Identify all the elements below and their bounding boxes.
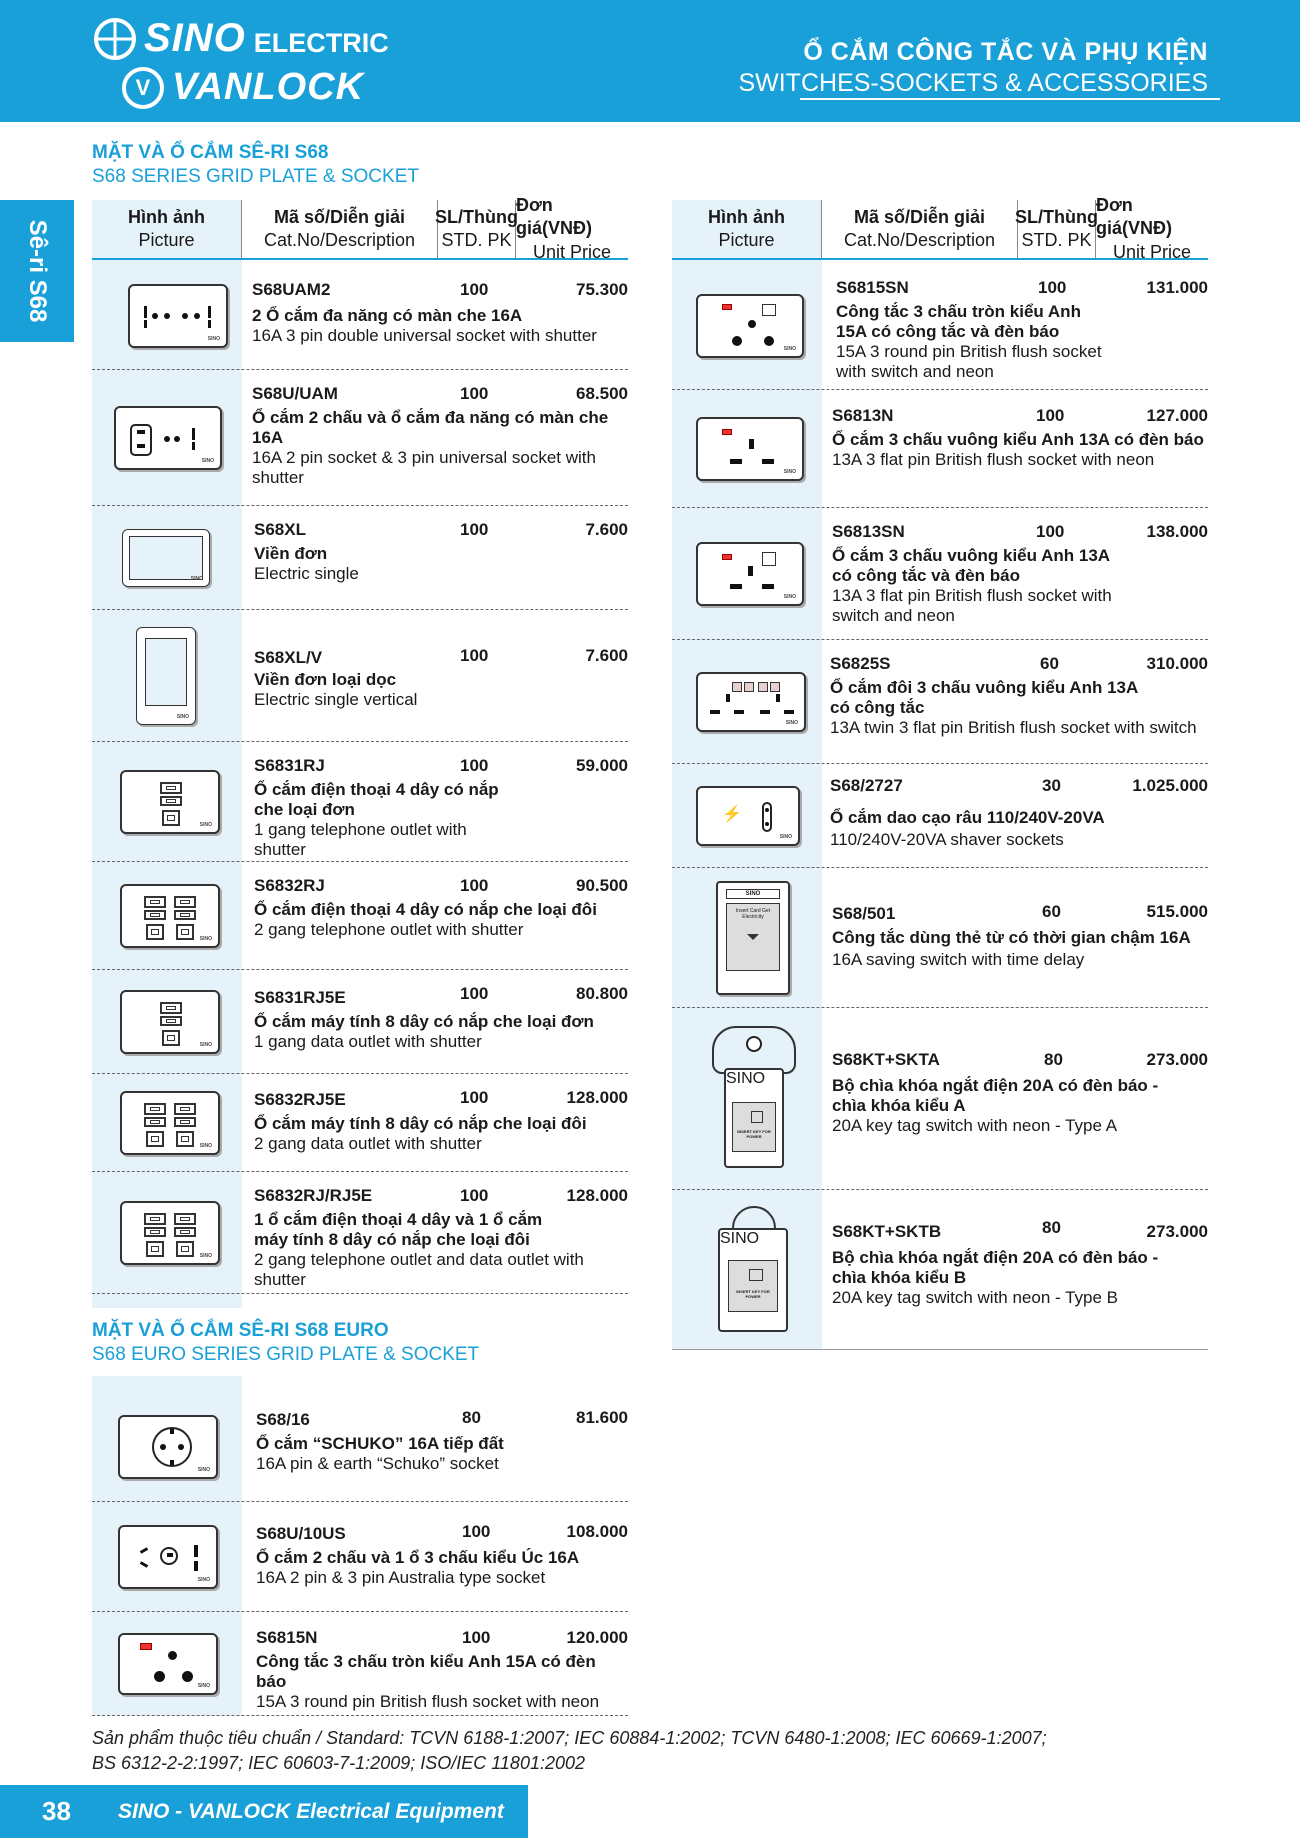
col-unit-price: Đơn giá(VNĐ) Unit Price — [1096, 194, 1192, 262]
product-qty: 100 — [460, 984, 489, 1003]
product-code: S68XL — [254, 520, 306, 539]
product-description: Bộ chìa khóa ngắt điện 20A có đèn báo - chìa khóa kiểu A 20A key tag switch with neon - Type A — [832, 1076, 1159, 1135]
product-thumbnail: SINO — [120, 990, 220, 1054]
product-row — [672, 1008, 1208, 1190]
product-thumbnail: SINO — [118, 1525, 218, 1589]
product-description: Ổ cắm máy tính 8 dây có nắp che loại đôi 2 gang data outlet with shutter — [254, 1114, 587, 1153]
product-thumbnail: SINO — [120, 1201, 220, 1265]
product-qty: 100 — [460, 1186, 489, 1205]
globe-icon — [94, 18, 136, 60]
product-qty: 100 — [460, 876, 489, 895]
product-code: S6815N — [256, 1628, 318, 1647]
section-title-euro-en: S68 EURO SERIES GRID PLATE & SOCKET — [92, 1344, 480, 1365]
product-price: 1.025.000 — [1132, 776, 1208, 795]
page-title-en: SWITCHES-SOCKETS & ACCESSORIES — [738, 69, 1208, 97]
product-thumbnail: SINO — [128, 284, 228, 348]
product-qty: 100 — [462, 1522, 491, 1541]
product-row — [92, 370, 628, 506]
product-row — [92, 1074, 628, 1172]
product-code: S6813SN — [832, 522, 905, 541]
product-row — [672, 390, 1208, 508]
product-description: Viền đơn Electric single — [254, 544, 359, 583]
product-price: 90.500 — [576, 876, 628, 895]
product-thumbnail: SINO Insert Card Get Electricity — [716, 881, 790, 995]
product-code: S68KT+SKTB — [832, 1222, 942, 1241]
product-qty: 30 — [1042, 776, 1061, 795]
product-thumbnail: SINO — [696, 417, 804, 481]
product-row — [92, 1392, 628, 1502]
header-band — [0, 0, 1300, 122]
product-description: Công tắc dùng thẻ từ có thời gian chậm 16A 16A saving switch with time delay — [832, 928, 1191, 969]
product-price: 131.000 — [1146, 278, 1208, 297]
vanlock-logo — [122, 66, 364, 109]
right-column-header — [672, 194, 1208, 262]
left-column-header — [92, 194, 628, 262]
standards-line-1: Sản phẩm thuộc tiêu chuẩn / Standard: TCVN 6188-1:2007; IEC 60884-1:2002; TCVN 6480-1:2008; IEC 60669-1:2007; — [92, 1728, 1047, 1748]
product-code: S68KT+SKTA — [832, 1050, 940, 1069]
product-price: 59.000 — [576, 756, 628, 775]
product-price: 138.000 — [1146, 522, 1208, 541]
vanlock-logo-text: VANLOCK — [172, 66, 365, 108]
product-thumbnail: SINO — [120, 884, 220, 948]
sino-logo — [94, 16, 389, 61]
product-code: S6831RJ — [254, 756, 325, 775]
insert-arrow-icon — [751, 1111, 763, 1123]
product-thumbnail: SINO — [120, 770, 220, 834]
product-row — [92, 506, 628, 610]
product-thumbnail: SINO — [118, 1415, 218, 1479]
product-row — [92, 1612, 628, 1716]
product-qty: 100 — [460, 384, 489, 403]
product-code: S68/2727 — [830, 776, 903, 795]
product-price: 273.000 — [1146, 1222, 1208, 1241]
product-thumbnail: INSERT KEY FOR POWER SINO — [718, 1228, 788, 1332]
product-price: 128.000 — [566, 1088, 628, 1107]
product-qty: 80 — [462, 1408, 481, 1427]
product-row — [672, 262, 1208, 390]
product-row — [92, 742, 628, 862]
page-title-vn: Ổ CẮM CÔNG TẮC VÀ PHỤ KIỆN — [803, 38, 1208, 66]
footer-band — [0, 1785, 528, 1838]
title-underline — [800, 98, 1220, 100]
product-code: S6832RJ — [254, 876, 325, 895]
product-price: 75.300 — [576, 280, 628, 299]
sino-logo-text: SINO — [144, 16, 246, 60]
col-picture: Hình ảnh Picture — [672, 200, 822, 258]
product-description: 1 ổ cắm điện thoại 4 dây và 1 ổ cắm máy tính 8 dây có nắp che loại đôi 2 gang telephone outlet and data outlet with shutter — [254, 1210, 584, 1289]
col-unit-price: Đơn giá(VNĐ) Unit Price — [516, 194, 612, 262]
series-side-tab — [0, 200, 74, 342]
product-qty: 100 — [1036, 406, 1065, 425]
product-price: 120.000 — [566, 1628, 628, 1647]
product-row — [672, 508, 1208, 640]
product-thumbnail: SINO — [114, 406, 222, 470]
product-qty: 100 — [462, 1628, 491, 1647]
product-thumbnail: ⚡ SINO — [696, 786, 800, 846]
standards-note — [92, 1726, 1047, 1776]
product-thumbnail: SINO — [122, 529, 210, 587]
product-description: Công tắc 3 chấu tròn kiểu Anh 15A có đèn báo 15A 3 round pin British flush socket with neon — [256, 1652, 600, 1711]
section-title-euro-vn: MẶT VÀ Ổ CẮM SÊ-RI S68 EURO — [92, 1320, 389, 1341]
product-row — [672, 868, 1208, 1008]
product-description: Bộ chìa khóa ngắt điện 20A có đèn báo - chìa khóa kiểu B 20A key tag switch with neon - Type B — [832, 1248, 1159, 1307]
product-thumbnail: INSERT KEY FOR POWER SINO — [724, 1068, 784, 1168]
col-std-pk: SL/Thùng STD. PK — [438, 200, 516, 258]
product-price: 108.000 — [566, 1522, 628, 1541]
product-code: S68XL/V — [254, 648, 323, 667]
product-qty: 60 — [1040, 654, 1059, 673]
product-qty: 80 — [1042, 1218, 1061, 1237]
product-row — [92, 1502, 628, 1612]
product-description: Ổ cắm 2 chấu và 1 ổ 3 chấu kiểu Úc 16A 16A 2 pin & 3 pin Australia type socket — [256, 1548, 580, 1587]
product-qty: 100 — [460, 280, 489, 299]
key-tag-icon — [712, 1026, 796, 1074]
product-thumbnail: SINO — [118, 1633, 218, 1695]
shaver-icon: ⚡ — [722, 805, 742, 823]
product-price: 128.000 — [566, 1186, 628, 1205]
product-description: Ổ cắm máy tính 8 dây có nắp che loại đơn 1 gang data outlet with shutter — [254, 1012, 594, 1051]
product-description: Ổ cắm 3 chấu vuông kiểu Anh 13A có công tắc và đèn báo 13A 3 flat pin British flush socket with switch and neon — [832, 546, 1112, 625]
product-description: Ổ cắm điện thoại 4 dây có nắp che loại đôi 2 gang telephone outlet with shutter — [254, 900, 597, 939]
product-description: Ổ cắm 3 chấu vuông kiểu Anh 13A có đèn báo 13A 3 flat pin British flush socket with neon — [832, 430, 1204, 469]
series-side-tab-label: Sê-ri S68 — [24, 219, 51, 323]
vanlock-emblem-icon: V — [122, 67, 164, 109]
product-price: 81.600 — [576, 1408, 628, 1427]
section-title-s68-en: S68 SERIES GRID PLATE & SOCKET — [92, 166, 419, 187]
product-price: 310.000 — [1146, 654, 1208, 673]
product-row — [92, 262, 628, 370]
product-code: S6832RJ/RJ5E — [254, 1186, 373, 1205]
product-row — [672, 764, 1208, 868]
product-row — [92, 1172, 628, 1294]
product-qty: 100 — [1036, 522, 1065, 541]
col-std-pk: SL/Thùng STD. PK — [1018, 200, 1096, 258]
product-row — [92, 970, 628, 1074]
product-row — [92, 862, 628, 970]
product-qty: 100 — [460, 520, 489, 539]
section-title-s68 — [92, 142, 419, 188]
product-description: Viền đơn loại dọc Electric single vertical — [254, 670, 418, 709]
product-code: S68/501 — [832, 904, 896, 923]
product-thumbnail: SINO — [696, 294, 804, 358]
product-row — [672, 1190, 1208, 1350]
product-price: 515.000 — [1146, 902, 1208, 921]
product-code: S6832RJ5E — [254, 1090, 346, 1109]
col-picture: Hình ảnh Picture — [92, 200, 242, 258]
footer-text: SINO - VANLOCK Electrical Equipment — [118, 1799, 504, 1823]
insert-arrow-icon — [749, 1269, 763, 1281]
product-description: Công tắc 3 chấu tròn kiểu Anh 15A có công tắc và đèn báo 15A 3 round pin British flush socket with switch and neon — [836, 302, 1102, 381]
page-title — [738, 38, 1208, 98]
product-price: 127.000 — [1146, 406, 1208, 425]
product-qty: 100 — [460, 756, 489, 775]
product-description: Ổ cắm “SCHUKO” 16A tiếp đất 16A pin & earth “Schuko” socket — [256, 1434, 504, 1473]
product-description: Ổ cắm dao cạo râu 110/240V-20VA 110/240V-20VA shaver sockets — [830, 808, 1105, 849]
product-qty: 100 — [460, 1088, 489, 1107]
product-thumbnail: SINO — [696, 542, 804, 606]
product-qty: 80 — [1044, 1050, 1063, 1069]
product-price: 80.800 — [576, 984, 628, 1003]
arrow-down-icon — [747, 934, 759, 940]
section-title-s68-vn: MẶT VÀ Ổ CẮM SÊ-RI S68 — [92, 142, 329, 163]
product-price: 68.500 — [576, 384, 628, 403]
product-row — [92, 610, 628, 742]
page-number: 38 — [42, 1796, 71, 1826]
product-thumbnail: SINO — [136, 627, 196, 725]
product-code: S68UAM2 — [252, 280, 331, 299]
product-qty: 60 — [1042, 902, 1061, 921]
product-description: Ổ cắm đôi 3 chấu vuông kiểu Anh 13A có công tắc 13A twin 3 flat pin British flush socket with switch — [830, 678, 1197, 737]
product-code: S68U/UAM — [252, 384, 338, 403]
product-price: 7.600 — [585, 520, 628, 539]
product-thumbnail: SINO — [120, 1091, 220, 1155]
product-row — [672, 640, 1208, 764]
product-qty: 100 — [1038, 278, 1067, 297]
product-description: Ổ cắm 2 chấu và ổ cắm đa năng có màn che 16A 16A 2 pin socket & 3 pin universal socket with shutter — [252, 408, 609, 487]
product-code: S6815SN — [836, 278, 909, 297]
product-description: 2 Ổ cắm đa năng có màn che 16A 16A 3 pin double universal socket with shutter — [252, 306, 597, 345]
product-description: Ổ cắm điện thoại 4 dây có nắp che loại đơn 1 gang telephone outlet with shutter — [254, 780, 499, 859]
product-price: 7.600 — [585, 646, 628, 665]
product-qty: 100 — [460, 646, 489, 665]
electric-logo-text: ELECTRIC — [253, 28, 389, 58]
product-code: S6831RJ5E — [254, 988, 346, 1007]
standards-line-2: BS 6312-2-2:1997; IEC 60603-7-1:2009; ISO/IEC 11801:2002 — [92, 1753, 586, 1773]
product-code: S68U/10US — [256, 1524, 346, 1543]
product-price: 273.000 — [1146, 1050, 1208, 1069]
product-thumbnail: SINO — [696, 672, 806, 732]
product-code: S6813N — [832, 406, 894, 425]
product-code: S68/16 — [256, 1410, 310, 1429]
product-code: S6825S — [830, 654, 891, 673]
section-title-s68-euro — [92, 1320, 479, 1366]
col-cat-no: Mã số/Diễn giải Cat.No/Description — [242, 200, 438, 258]
col-cat-no: Mã số/Diễn giải Cat.No/Description — [822, 200, 1018, 258]
